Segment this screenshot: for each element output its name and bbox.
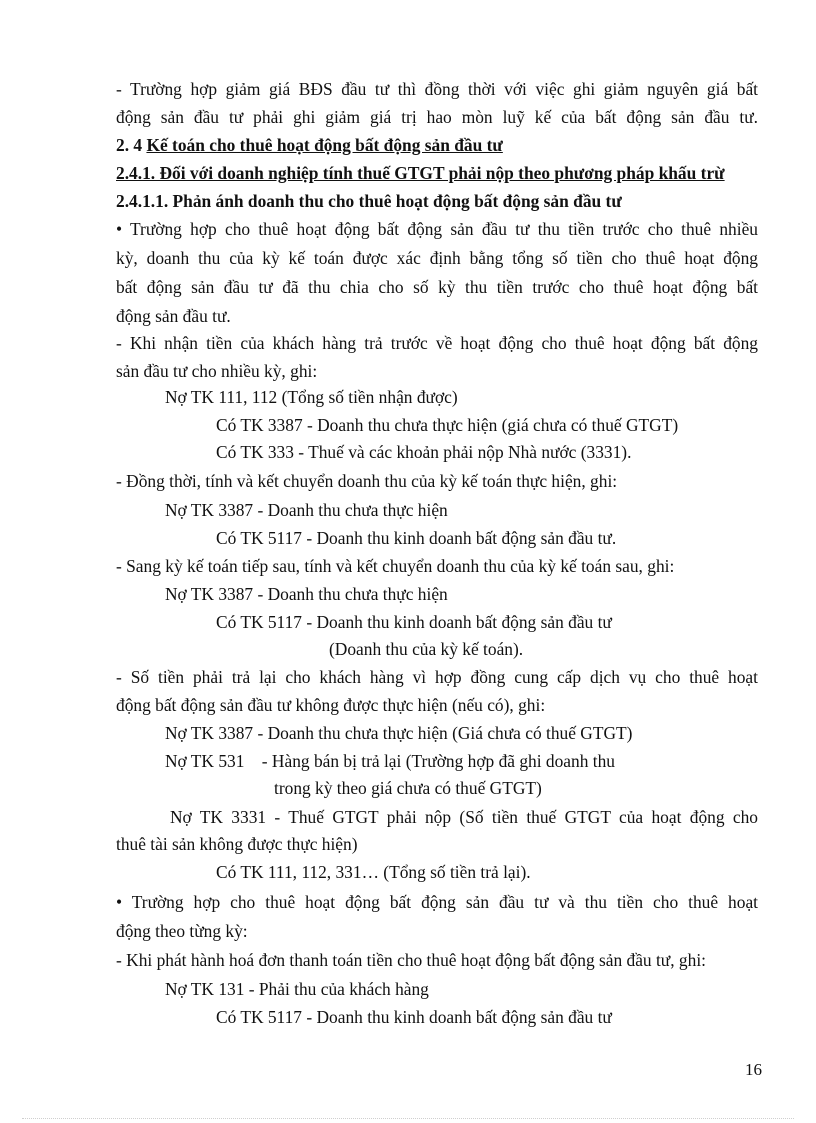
text-line: - Trường hợp giảm giá BĐS đầu tư thì đồng thời với việc ghi giảm nguyên giá bất	[116, 79, 758, 99]
journal-entry-line: Nợ TK 531 - Hàng bán bị trả lại (Trường hợp đã ghi doanh thu	[165, 751, 615, 771]
journal-entry-line: Nợ TK 3387 - Doanh thu chưa thực hiện (Giá chưa có thuế GTGT)	[165, 723, 633, 743]
text-line: động bất động sản đầu tư không được thực hiện (nếu có), ghi:	[116, 695, 546, 715]
journal-entry-line: Nợ TK 3331 - Thuế GTGT phải nộp (Số tiền thuế GTGT của hoạt động cho	[170, 807, 758, 827]
journal-entry-line: trong kỳ theo giá chưa có thuế GTGT)	[274, 778, 542, 798]
text-line: - Đồng thời, tính và kết chuyển doanh thu của kỳ kế toán thực hiện, ghi:	[116, 471, 618, 491]
text-line: • Trường hợp cho thuê hoạt động bất động sản đầu tư và thu tiền cho thuê hoạt	[116, 892, 758, 912]
journal-entry-line: Có TK 5117 - Doanh thu kinh doanh bất động sản đầu tư.	[216, 528, 617, 548]
section-title: Kế toán cho thuê hoạt động bất động sản đầu tư	[146, 135, 503, 155]
page-bottom-rule	[22, 1118, 794, 1119]
journal-entry-line: Có TK 3387 - Doanh thu chưa thực hiện (giá chưa có thuế GTGT)	[216, 415, 679, 435]
text-line: sản đầu tư cho nhiều kỳ, ghi:	[116, 361, 318, 381]
journal-entry-line: Nợ TK 3387 - Doanh thu chưa thực hiện	[165, 584, 448, 604]
section-number: 2. 4	[116, 135, 147, 155]
text-line: - Sang kỳ kế toán tiếp sau, tính và kết chuyển doanh thu của kỳ kế toán sau, ghi:	[116, 556, 675, 576]
text-line: - Khi phát hành hoá đơn thanh toán tiền cho thuê hoạt động bất động sản đầu tư, ghi:	[116, 950, 706, 970]
subsection-heading: 2.4.1. Đối với doanh nghiệp tính thuế GTGT phải nộp theo phương pháp khấu trừ	[116, 163, 725, 183]
journal-entry-line: Có TK 333 - Thuế và các khoản phải nộp Nhà nước (3331).	[216, 442, 632, 462]
journal-entry-line: Có TK 5117 - Doanh thu kinh doanh bất động sản đầu tư	[216, 1007, 612, 1027]
text-line: kỳ, doanh thu của kỳ kế toán được xác định bằng tổng số tiền cho thuê hoạt động	[116, 248, 758, 268]
journal-entry-line: Có TK 111, 112, 331… (Tổng số tiền trả lại).	[216, 862, 531, 882]
journal-entry-line: Nợ TK 3387 - Doanh thu chưa thực hiện	[165, 500, 448, 520]
text-line: - Khi nhận tiền của khách hàng trả trước về hoạt động cho thuê hoạt động bất động	[116, 333, 758, 353]
subsubsection-heading: 2.4.1.1. Phản ánh doanh thu cho thuê hoạt động bất động sản đầu tư	[116, 191, 622, 211]
text-line: động sản đầu tư.	[116, 306, 231, 326]
text-line: động sản đầu tư phải ghi giảm giá trị hao mòn luỹ kế của bất động sản đầu tư.	[116, 107, 758, 127]
text-line: bất động sản đầu tư đã thu chia cho số kỳ thu tiền trước cho thuê hoạt động bất	[116, 277, 758, 297]
page-number: 16	[745, 1060, 762, 1079]
journal-entry-line: Nợ TK 111, 112 (Tổng số tiền nhận được)	[165, 387, 458, 407]
journal-entry-line: Có TK 5117 - Doanh thu kinh doanh bất động sản đầu tư	[216, 612, 612, 632]
journal-entry-line: Nợ TK 131 - Phải thu của khách hàng	[165, 979, 429, 999]
text-line: động theo từng kỳ:	[116, 921, 248, 941]
text-line: - Số tiền phải trả lại cho khách hàng vì hợp đồng cung cấp dịch vụ cho thuê hoạt	[116, 667, 758, 687]
journal-entry-line: (Doanh thu của kỳ kế toán).	[329, 639, 524, 659]
section-heading	[116, 134, 503, 156]
text-line: • Trường hợp cho thuê hoạt động bất động sản đầu tư thu tiền trước cho thuê nhiều	[116, 219, 758, 239]
text-line: thuê tài sản không được thực hiện)	[116, 834, 358, 854]
